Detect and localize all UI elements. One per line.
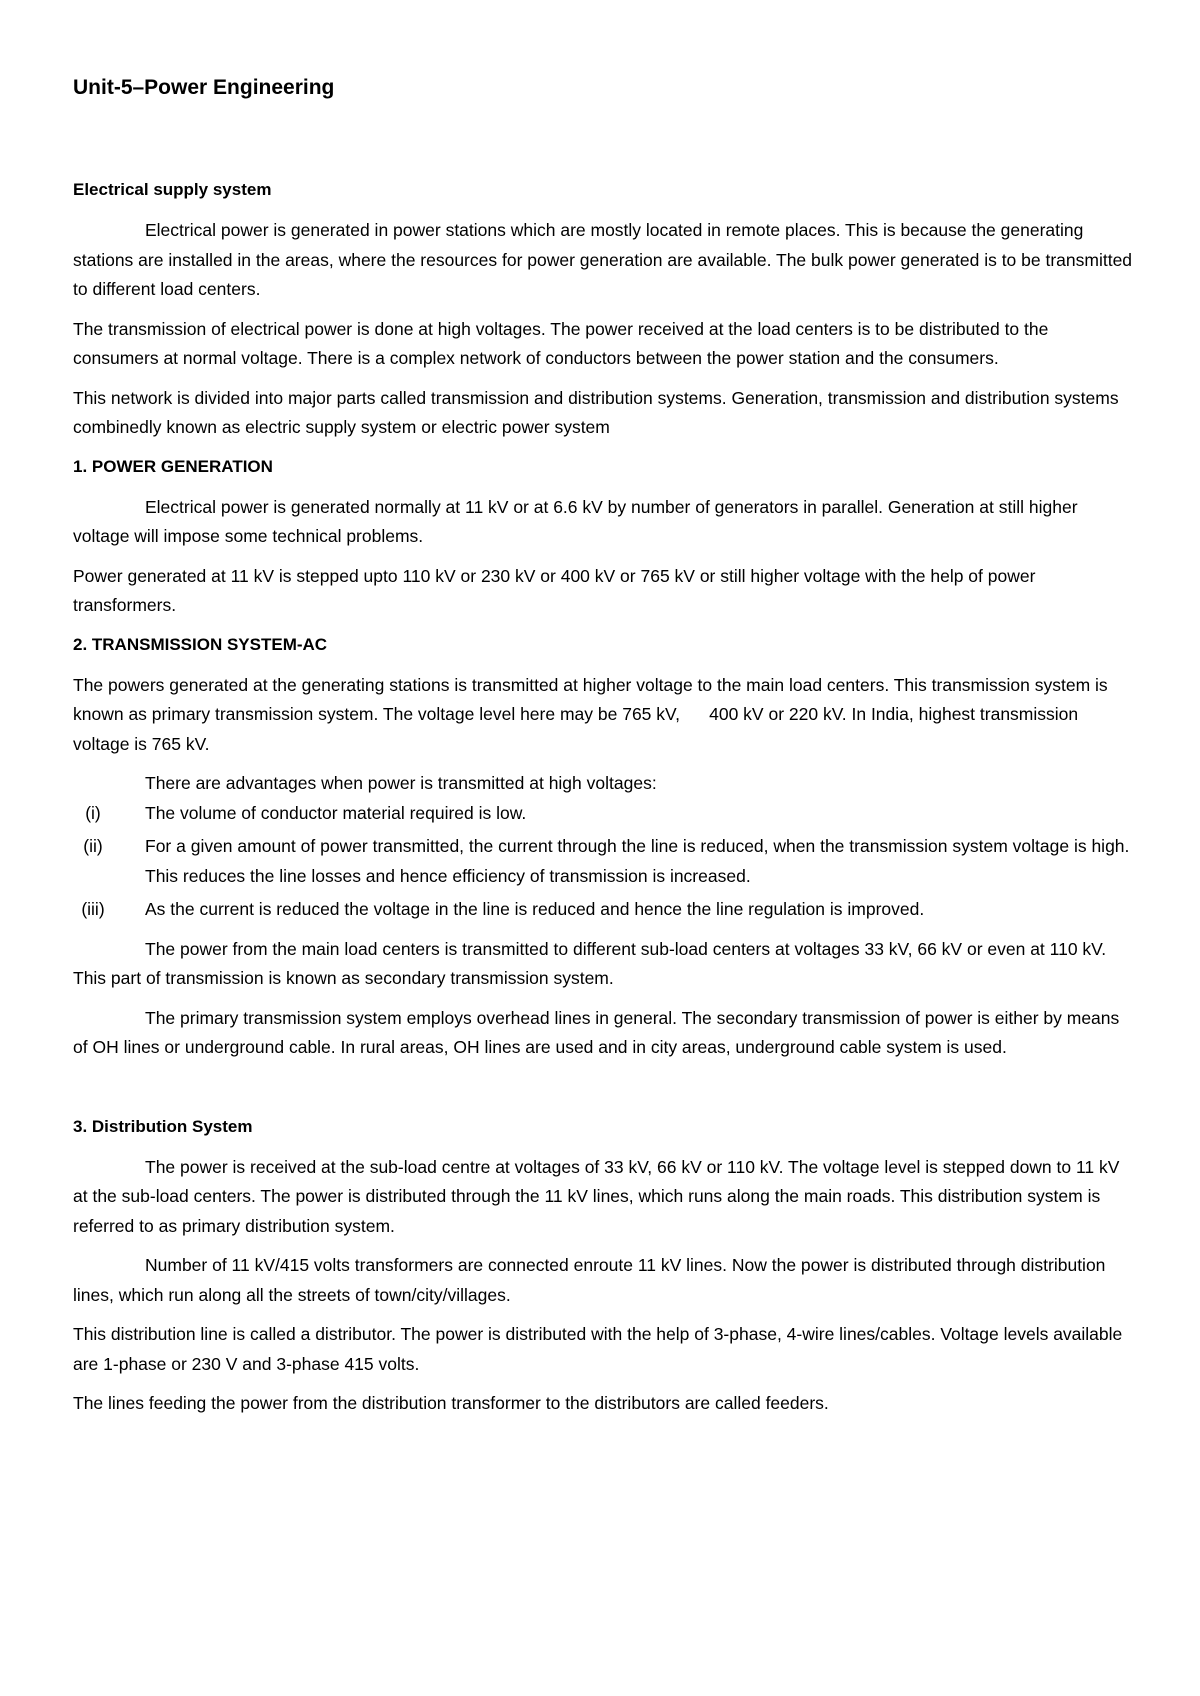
- document-page: [73, 74, 1133, 1419]
- paragraph: The power is received at the sub-load centre at voltages of 33 kV, 66 kV or 110 kV. The voltage level is stepped down to 11 kV at the sub-load centers. The power is distributed through the 11 kV lines, which runs along the main roads. This distribution system is referred to as primary distribution system.: [73, 1156, 1120, 1236]
- list-item: [73, 895, 1133, 925]
- paragraph: This distribution line is called a distributor. The power is distributed with the help of 3-phase, 4-wire lines/cables. Voltage levels available are 1-phase or 230 V and 3-phase 415 volts.: [73, 1324, 1123, 1374]
- heading-electrical-supply-system: Electrical supply system: [73, 180, 272, 199]
- paragraph: Electrical power is generated in power stations which are mostly located in remote places. This is because the generating stations are installed in the areas, where the resources for power generation are available. The bulk power generated is to be transmitted to different load centers.: [73, 220, 1133, 299]
- list-item: [73, 832, 1133, 891]
- list-item-text: For a given amount of power transmitted, the current through the line is reduced, when the transmission system voltage is high. This reduces the line losses and hence efficiency of transmission is increased.: [145, 836, 1130, 886]
- list-number: (i): [85, 802, 101, 823]
- list-item: [73, 799, 1133, 829]
- advantages-list: [73, 799, 1133, 925]
- paragraph: This network is divided into major parts called transmission and distribution systems. Generation, transmission and distribution systems combinedly known as electric supply system or electric power system: [73, 387, 1119, 437]
- paragraph: The powers generated at the generating stations is transmitted at higher voltage to the main load centers. This transmission system is known as primary transmission system. The voltage level here may be 765 kV, 400 kV or 220 kV. In India, highest transmission voltage is 765 kV.: [73, 674, 1113, 754]
- list-number: (ii): [83, 836, 103, 856]
- paragraph: The primary transmission system employs overhead lines in general. The secondary transmission of power is either by means of OH lines or underground cable. In rural areas, OH lines are used and in city areas, underground cable system is used.: [73, 1007, 1120, 1057]
- heading-power-generation: 1. POWER GENERATION: [73, 456, 273, 476]
- paragraph: Electrical power is generated normally at 11 kV or at 6.6 kV by number of generators in parallel. Generation at still higher voltage will impose some technical problems.: [73, 496, 1078, 546]
- heading-transmission-system: 2. TRANSMISSION SYSTEM-AC: [73, 634, 328, 654]
- list-item-text: As the current is reduced the voltage in the line is reduced and hence the line regulation is improved.: [145, 899, 925, 919]
- paragraph: There are advantages when power is transmitted at high voltages:: [145, 773, 657, 793]
- list-item-text: The volume of conductor material required is low.: [145, 802, 527, 823]
- paragraph: The lines feeding the power from the distribution transformer to the distributors are called feeders.: [73, 1393, 829, 1413]
- paragraph: The transmission of electrical power is done at high voltages. The power received at the load centers is to be distributed to the consumers at normal voltage. There is a complex network of conductors between the power station and the consumers.: [73, 318, 1049, 368]
- heading-distribution-system: 3. Distribution System: [73, 1116, 253, 1136]
- paragraph: Power generated at 11 kV is stepped upto 110 kV or 230 kV or 400 kV or 765 kV or still higher voltage with the help of power transformers.: [73, 565, 1036, 615]
- page-title: Unit-5–Power Engineering: [73, 76, 335, 99]
- paragraph: Number of 11 kV/415 volts transformers are connected enroute 11 kV lines. Now the power is distributed through distribution lines, which run along all the streets of town/city/villages.: [73, 1255, 1106, 1305]
- list-number: (iii): [81, 899, 105, 919]
- paragraph: The power from the main load centers is transmitted to different sub-load centers at voltages 33 kV, 66 kV or even at 110 kV. This part of transmission is known as secondary transmission system.: [73, 938, 1107, 988]
